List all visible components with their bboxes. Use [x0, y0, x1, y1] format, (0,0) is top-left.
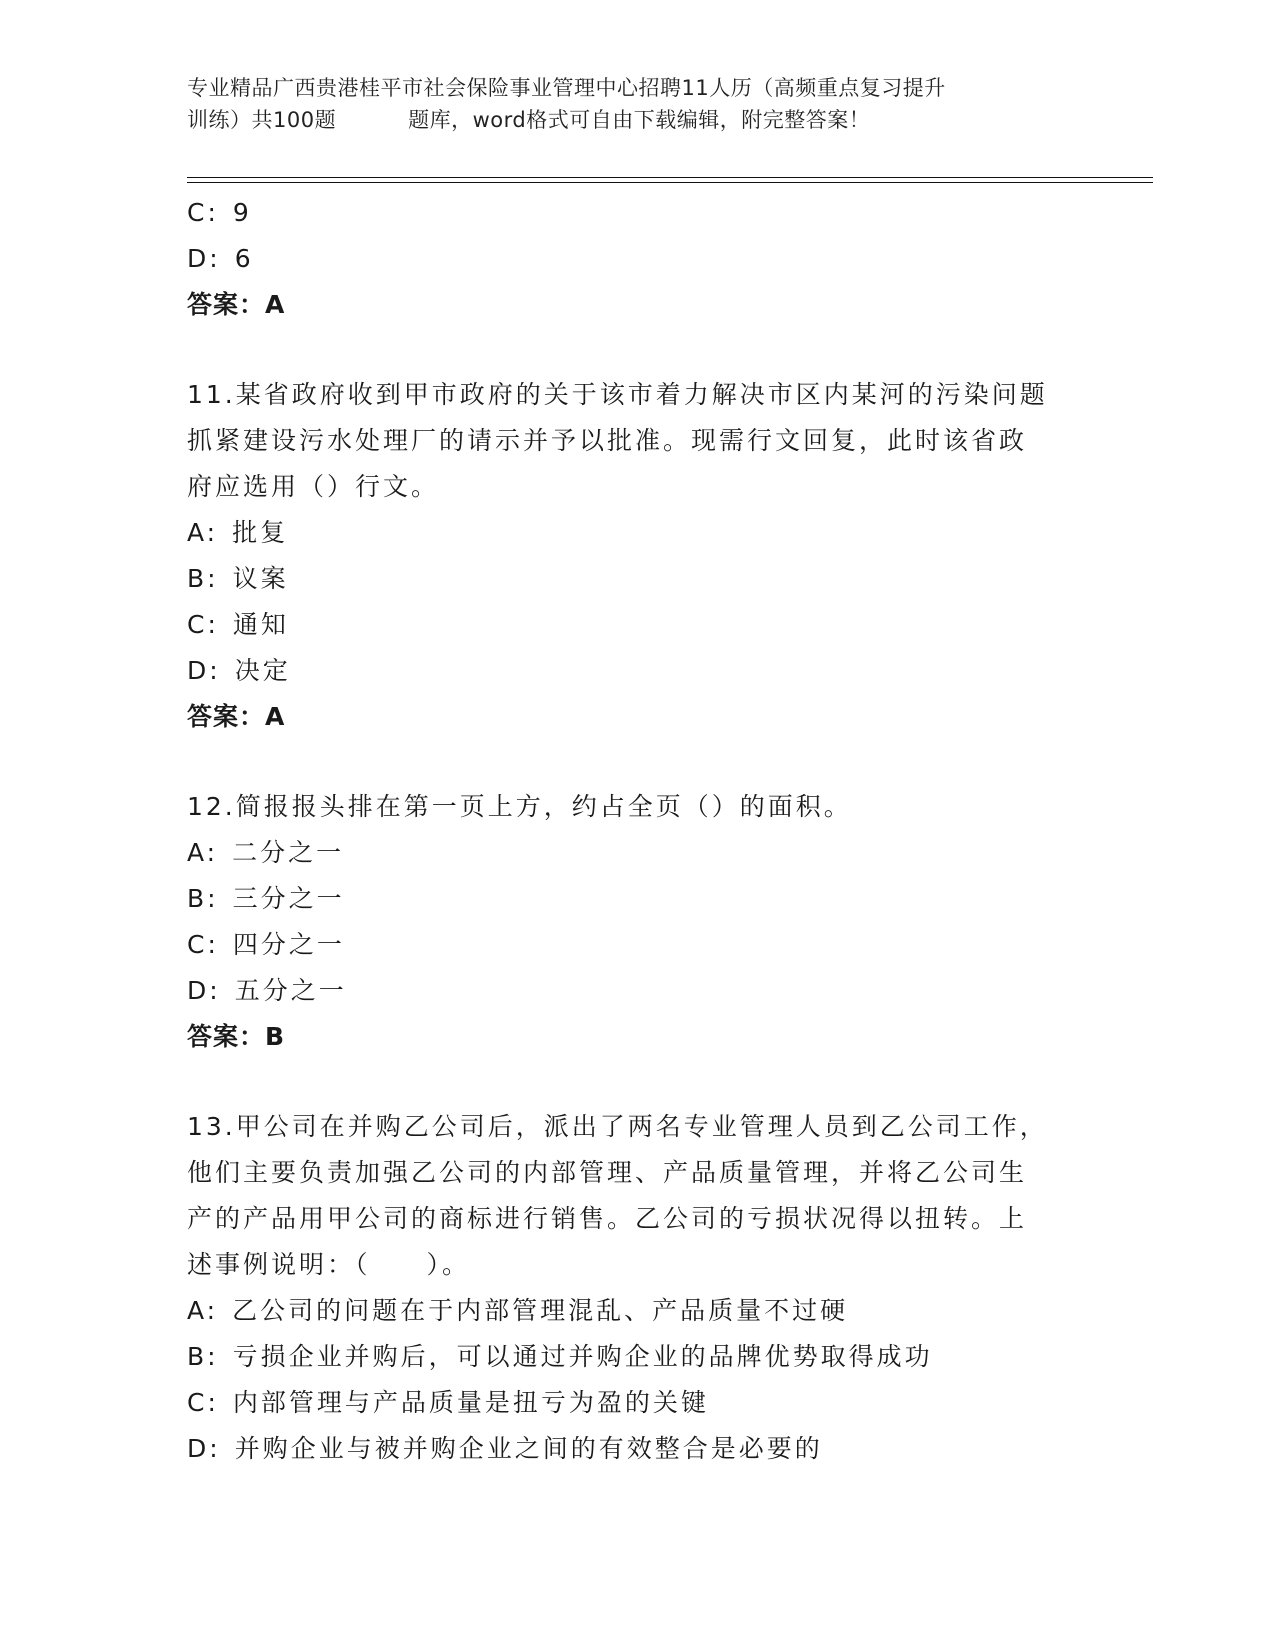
question-12-block [187, 784, 1087, 1060]
prev-question-block [187, 190, 1087, 328]
option-text: 9 [232, 198, 252, 227]
option-text: 亏损企业并购后，可以通过并购企业的品牌优势取得成功 [232, 1342, 933, 1371]
option-text: 三分之一 [232, 884, 345, 913]
question-line: 府应选用（）行文。 [187, 472, 440, 501]
header-title-line2 [187, 104, 1077, 136]
question-text [187, 784, 1087, 830]
option-text: 并购企业与被并购企业之间的有效整合是必要的 [234, 1434, 823, 1463]
option-b [187, 1334, 1087, 1380]
option-a [187, 830, 1087, 876]
option-text: 通知 [232, 610, 289, 639]
question-line: 抓紧建设污水处理厂的请示并予以批准。现需行文回复，此时该省政 [187, 426, 1028, 455]
question-text [187, 372, 1087, 510]
header-title-line1: 专业精品广西贵港桂平市社会保险事业管理中心招聘11人历（高频重点复习提升 [187, 76, 946, 100]
option-letter: D: [187, 1434, 221, 1463]
option-letter: D: [187, 244, 221, 273]
option-text: 批复 [232, 518, 289, 547]
question-13-block [187, 1104, 1087, 1472]
question-line: 述事例说明：（ ）。 [187, 1250, 471, 1279]
header-divider-bottom [187, 182, 1153, 183]
option-text: 决定 [234, 656, 291, 685]
option-c [187, 190, 1087, 236]
question-line: 11.某省政府收到甲市政府的关于该市着力解决市区内某河的污染问题 [187, 380, 1048, 409]
option-letter: A: [187, 518, 219, 547]
option-c [187, 922, 1087, 968]
option-letter: D: [187, 976, 221, 1005]
option-d [187, 236, 1087, 282]
option-text: 议案 [232, 564, 289, 593]
document-header [187, 72, 1077, 136]
answer-line: 答案：B [187, 1022, 286, 1051]
question-line: 12.简报报头排在第一页上方，约占全页（）的面积。 [187, 792, 852, 821]
option-b [187, 876, 1087, 922]
header-title-line2-part2: 题库，word格式可自由下载编辑，附完整答案！ [408, 108, 871, 132]
option-letter: A: [187, 1296, 219, 1325]
option-letter: A: [187, 838, 219, 867]
option-a [187, 1288, 1087, 1334]
option-b [187, 556, 1087, 602]
option-text: 二分之一 [232, 838, 345, 867]
option-a [187, 510, 1087, 556]
header-title-line2-part1: 训练）共100题 [187, 108, 337, 132]
question-text [187, 1104, 1087, 1288]
document-body [187, 190, 1087, 1472]
option-text: 四分之一 [232, 930, 345, 959]
option-d [187, 1426, 1087, 1472]
option-letter: C: [187, 930, 219, 959]
question-line: 产的产品用甲公司的商标进行销售。乙公司的亏损状况得以扭转。上 [187, 1204, 1028, 1233]
question-11-block [187, 372, 1087, 740]
option-text: 五分之一 [234, 976, 347, 1005]
option-letter: C: [187, 198, 219, 227]
option-letter: C: [187, 610, 219, 639]
option-text: 6 [234, 244, 254, 273]
question-line: 他们主要负责加强乙公司的内部管理、产品质量管理，并将乙公司生 [187, 1158, 1028, 1187]
answer-line: 答案：A [187, 702, 286, 731]
option-letter: B: [187, 1342, 219, 1371]
question-line: 13.甲公司在并购乙公司后，派出了两名专业管理人员到乙公司工作， [187, 1112, 1048, 1141]
option-letter: D: [187, 656, 221, 685]
option-d [187, 648, 1087, 694]
option-letter: C: [187, 1388, 219, 1417]
header-divider-top [187, 177, 1153, 178]
option-letter: B: [187, 564, 219, 593]
option-d [187, 968, 1087, 1014]
option-c [187, 602, 1087, 648]
option-text: 乙公司的问题在于内部管理混乱、产品质量不过硬 [232, 1296, 849, 1325]
option-text: 内部管理与产品质量是扭亏为盈的关键 [232, 1388, 709, 1417]
option-c [187, 1380, 1087, 1426]
option-letter: B: [187, 884, 219, 913]
answer-line: 答案：A [187, 290, 286, 319]
